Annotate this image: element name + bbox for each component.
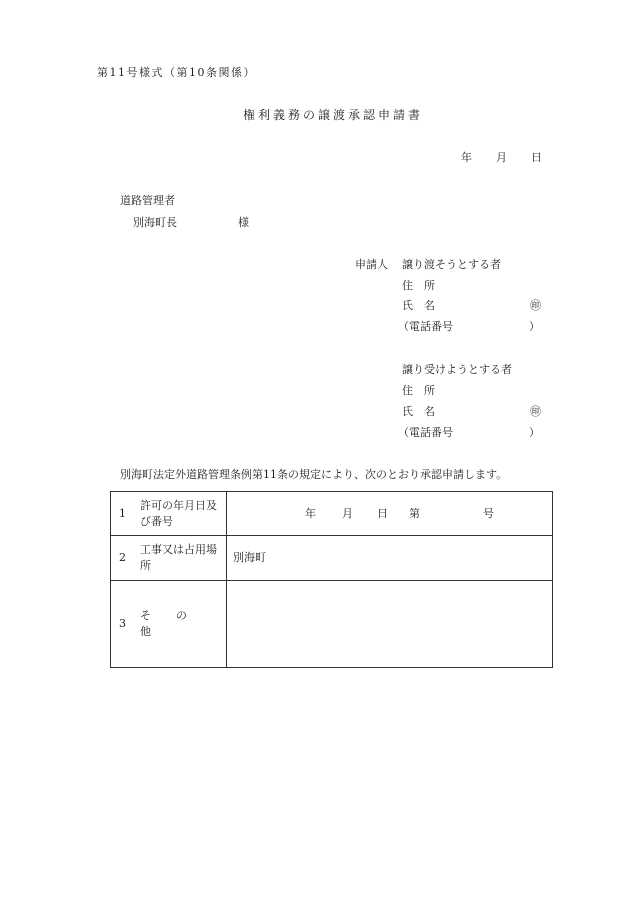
- other-cell: [227, 581, 552, 667]
- permit-number-suffix: 号: [483, 506, 494, 520]
- row-label: その他: [140, 609, 212, 638]
- transferor-phone-label: （電話番号: [398, 320, 453, 333]
- transferee-phone-close: ）: [529, 426, 540, 439]
- transferee-name-label: 氏名: [402, 405, 446, 418]
- permit-year-label: 年: [305, 506, 316, 520]
- application-statement: 別海町法定外道路管理条例第11条の規定により、次のとおり承認申請します。: [120, 468, 508, 481]
- table-row-header: [111, 581, 227, 667]
- row-number: 2: [119, 551, 126, 564]
- permit-date-number-cell: [227, 492, 552, 535]
- row-label: [140, 498, 217, 530]
- row-label-line: 工事又は占用場: [140, 543, 217, 556]
- transferee-seal-icon: ㊞: [530, 405, 541, 418]
- work-location-value: 別海町: [233, 551, 266, 564]
- transferor-heading: 譲り渡そうとする者: [402, 258, 501, 271]
- transferor-address-label: 住所: [402, 279, 446, 292]
- row-number: 3: [119, 617, 126, 630]
- table-row: [111, 492, 552, 536]
- application-table: [110, 491, 553, 668]
- transferor-name-label: 氏名: [402, 299, 446, 312]
- transferee-address-label: 住所: [402, 384, 446, 397]
- row-label: [140, 542, 217, 574]
- permit-day-label: 日: [377, 506, 388, 520]
- addressee-name: 別海町長: [133, 216, 177, 229]
- transferee-phone-label: （電話番号: [398, 426, 453, 439]
- form-number: 第11号様式（第10条関係）: [97, 66, 256, 79]
- permit-month-label: 月: [342, 506, 353, 520]
- document-title: 権利義務の譲渡承認申請書: [243, 108, 424, 122]
- table-row: [111, 581, 552, 667]
- addressee-authority: 道路管理者: [120, 194, 175, 207]
- row-label-line: 許可の年月日及: [140, 498, 217, 512]
- transferee-heading: 譲り受けようとする者: [402, 363, 512, 376]
- permit-number-prefix: 第: [409, 506, 420, 520]
- date-month-label: 月: [496, 151, 507, 164]
- table-row: [111, 536, 552, 581]
- transferor-phone-close: ）: [529, 320, 540, 333]
- transferor-seal-icon: ㊞: [530, 299, 541, 312]
- table-row-header: [111, 492, 227, 535]
- addressee-honorific: 様: [238, 216, 249, 229]
- applicant-label: 申請人: [355, 258, 388, 271]
- date-day-label: 日: [531, 151, 542, 164]
- row-label-line: 所: [140, 559, 151, 572]
- row-label-line: び番号: [140, 514, 173, 528]
- date-year-label: 年: [461, 151, 472, 164]
- table-row-header: [111, 536, 227, 580]
- work-location-cell: [227, 536, 552, 580]
- row-number: 1: [119, 506, 126, 520]
